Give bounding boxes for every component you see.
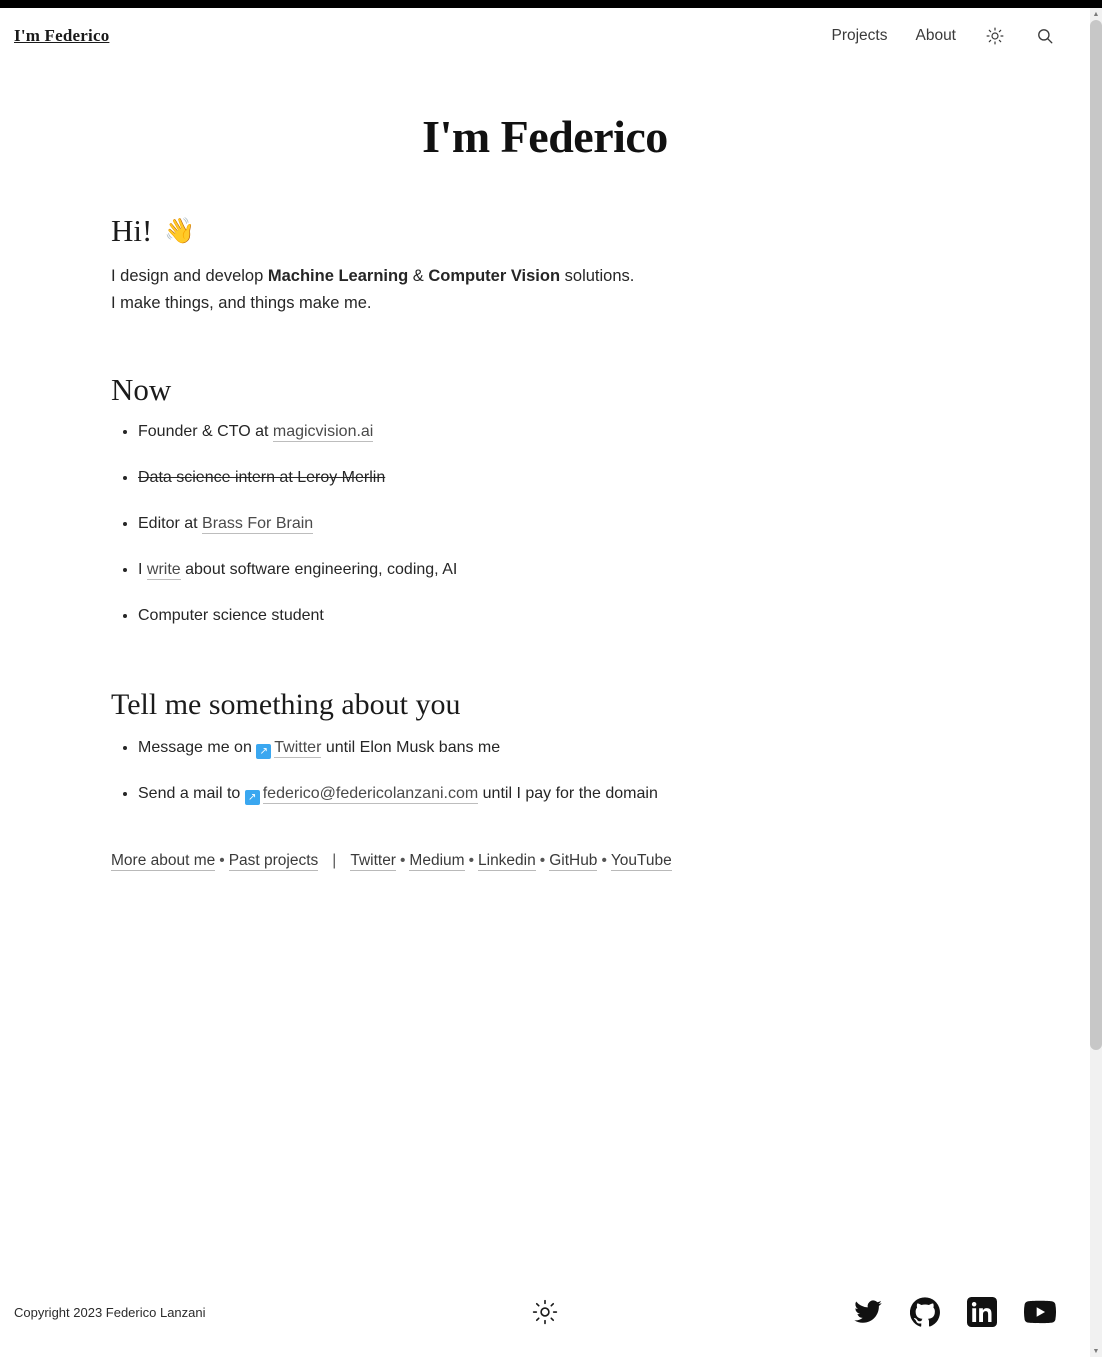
- page-scrollbar[interactable]: [1090, 8, 1102, 1357]
- copyright-text: Copyright 2023 Federico Lanzani: [14, 1304, 206, 1320]
- list-item: [138, 736, 760, 760]
- hi-heading-text: Hi!: [111, 213, 153, 248]
- link-separator: •: [539, 852, 546, 870]
- content-column: [0, 213, 760, 870]
- main-content: [0, 110, 1090, 870]
- nav-item-about[interactable]: About: [915, 27, 956, 44]
- external-link-icon: ↗: [245, 790, 260, 805]
- page-viewport: [0, 8, 1090, 1357]
- intro-bold-cv: Computer Vision: [428, 267, 561, 285]
- link-write[interactable]: write: [146, 561, 181, 579]
- nav-item-projects[interactable]: Projects: [831, 27, 888, 44]
- scroll-down-arrow-icon[interactable]: ▼: [1092, 1347, 1100, 1355]
- inline-link-row: [111, 852, 760, 870]
- link-magicvision[interactable]: magicvision.ai: [272, 423, 374, 441]
- intro-line-2: I make things, and things make me.: [111, 293, 372, 312]
- intro-text-2: &: [408, 267, 429, 285]
- list-item: [138, 782, 760, 806]
- link-github[interactable]: GitHub: [549, 852, 598, 870]
- now-item-4-text: Computer science student: [138, 607, 324, 625]
- now-item-3-pre: I: [138, 561, 147, 579]
- tell-heading: Tell me something about you: [111, 688, 461, 722]
- intro-bold-ml: Machine Learning: [267, 267, 409, 285]
- now-item-0-pre: Founder & CTO at: [138, 423, 273, 441]
- external-link-icon: ↗: [256, 744, 271, 759]
- now-item-2-pre: Editor at: [138, 515, 203, 533]
- main-navigation: [831, 25, 1056, 47]
- now-heading: Now: [111, 372, 172, 408]
- contact-item-1-post: until I pay for the domain: [478, 785, 658, 803]
- link-youtube[interactable]: YouTube: [610, 852, 672, 870]
- contact-item-1-pre: Send a mail to: [138, 785, 245, 803]
- youtube-icon[interactable]: [1024, 1296, 1056, 1328]
- intro-text-3: solutions.: [560, 267, 635, 285]
- twitter-icon[interactable]: [853, 1297, 883, 1327]
- link-past-projects[interactable]: Past projects: [228, 852, 319, 870]
- link-separator: •: [601, 852, 607, 870]
- list-item: [138, 558, 760, 582]
- link-linkedin[interactable]: Linkedin: [478, 852, 536, 870]
- link-medium[interactable]: Medium: [409, 852, 465, 870]
- hi-heading: [111, 213, 760, 249]
- contact-item-0-post: until Elon Musk bans me: [321, 739, 501, 757]
- link-separator: •: [468, 852, 474, 870]
- github-icon[interactable]: [910, 1297, 940, 1327]
- browser-top-bar: [0, 0, 1102, 8]
- contact-item-0-pre: Message me on: [138, 739, 257, 757]
- intro-text-1: I design and develop: [111, 267, 268, 285]
- link-twitter-message[interactable]: Twitter: [274, 739, 322, 757]
- now-item-1-struck: Data science: [138, 469, 231, 487]
- list-item: [138, 512, 760, 536]
- intro-paragraph: [111, 263, 760, 316]
- site-footer: [0, 1267, 1090, 1357]
- page-title: I'm Federico: [422, 111, 668, 162]
- link-pipe: |: [332, 852, 337, 870]
- link-separator: •: [219, 852, 225, 870]
- link-separator: •: [399, 852, 406, 870]
- sun-icon[interactable]: [532, 1299, 558, 1325]
- link-more-about-me[interactable]: More about me: [111, 852, 216, 870]
- now-item-3-post: about software engineering, coding, AI: [180, 561, 458, 579]
- list-item: [138, 604, 760, 628]
- site-header: [0, 8, 1090, 64]
- now-list: [111, 420, 760, 628]
- linkedin-icon[interactable]: [967, 1297, 997, 1327]
- link-twitter[interactable]: Twitter: [350, 852, 396, 870]
- search-icon[interactable]: [1034, 25, 1056, 47]
- site-brand[interactable]: I'm Federico: [14, 26, 110, 45]
- link-email[interactable]: federico@federicolanzani.com: [262, 785, 479, 803]
- scrollbar-thumb[interactable]: [1090, 20, 1102, 1050]
- list-item: [138, 466, 760, 490]
- social-links: [853, 1296, 1056, 1328]
- sun-icon[interactable]: [984, 25, 1006, 47]
- now-item-1-post: intern at Leroy Merlin: [230, 469, 386, 487]
- list-item: [138, 420, 760, 444]
- contact-list: [111, 736, 760, 806]
- wave-emoji: 👋: [164, 217, 196, 245]
- link-brass-for-brain[interactable]: Brass For Brain: [202, 515, 314, 533]
- scroll-up-arrow-icon[interactable]: ▲: [1092, 10, 1100, 18]
